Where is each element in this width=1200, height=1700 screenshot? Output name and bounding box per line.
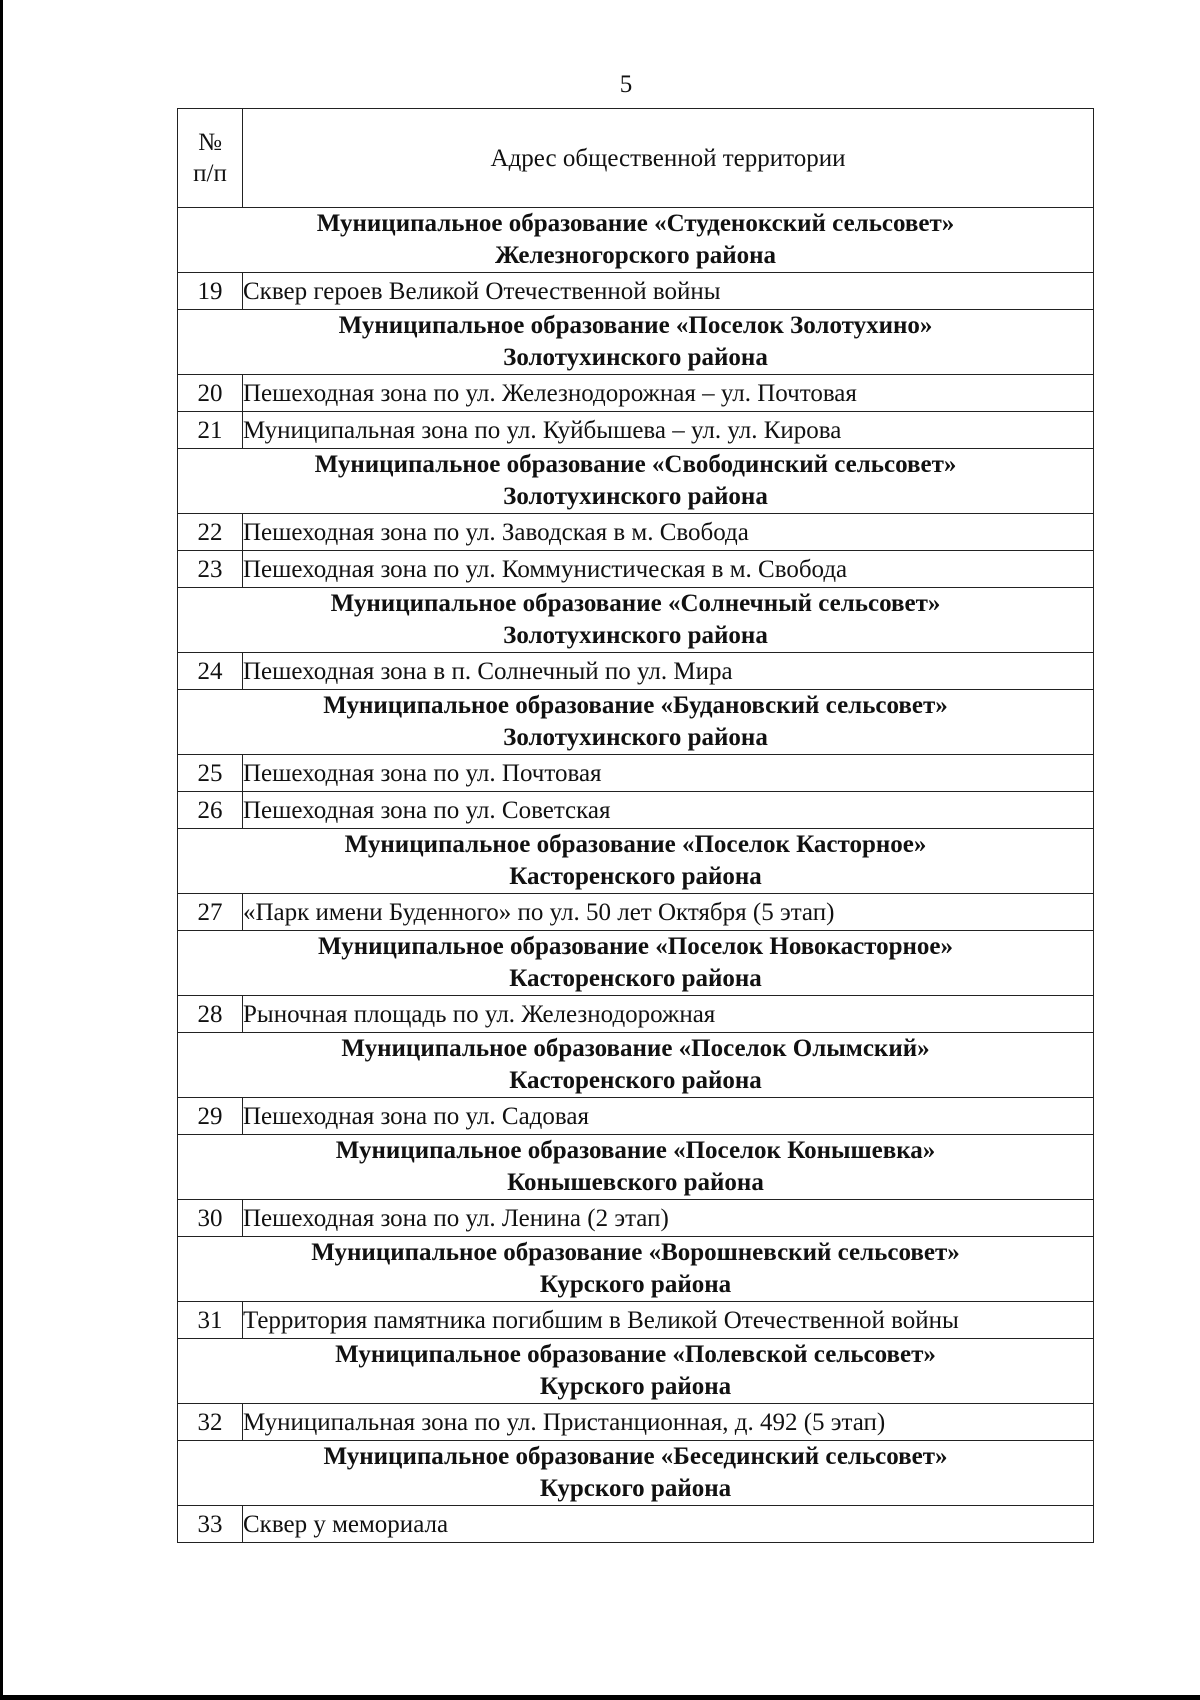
row-address: Рыночная площадь по ул. Железнодорожная <box>243 996 1094 1033</box>
group-header-cell <box>178 1441 1094 1506</box>
group-header-cell <box>178 1237 1094 1302</box>
table-row <box>178 514 1094 551</box>
district-subtitle: Касторенского района <box>509 1067 762 1094</box>
table-body <box>178 208 1094 1543</box>
row-number: 23 <box>178 551 243 588</box>
table-row <box>178 273 1094 310</box>
scan-edge-left <box>0 0 3 1700</box>
group-header-row <box>178 310 1094 375</box>
row-address: Муниципальная зона по ул. Куйбышева – ул. ул. Кирова <box>243 412 1094 449</box>
municipality-title: Муниципальное образование «Поселок Конышевка» <box>335 1137 936 1164</box>
row-number: 20 <box>178 375 243 412</box>
group-header-row <box>178 588 1094 653</box>
municipality-title: Муниципальное образование «Поселок Олымский» <box>341 1035 930 1062</box>
municipality-title: Муниципальное образование «Ворошневский сельсовет» <box>311 1239 960 1266</box>
header-address: Адрес общественной территории <box>243 109 1094 208</box>
header-number-symbol: № <box>198 129 222 156</box>
row-address: Пешеходная зона по ул. Заводская в м. Свобода <box>243 514 1094 551</box>
row-address: Пешеходная зона по ул. Почтовая <box>243 755 1094 792</box>
district-subtitle: Курского района <box>539 1271 732 1298</box>
district-subtitle: Золотухинского района <box>503 724 768 751</box>
municipality-title: Муниципальное образование «Поселок Новокасторное» <box>317 933 954 960</box>
row-number: 32 <box>178 1404 243 1441</box>
row-address: Территория памятника погибшим в Великой Отечественной войны <box>243 1302 1094 1339</box>
group-header-row <box>178 931 1094 996</box>
municipality-title: Муниципальное образование «Солнечный сельсовет» <box>330 590 941 617</box>
header-number-abbr: п/п <box>193 160 227 187</box>
row-number: 24 <box>178 653 243 690</box>
row-address: Пешеходная зона по ул. Садовая <box>243 1098 1094 1135</box>
table-row <box>178 792 1094 829</box>
row-address: Пешеходная зона в п. Солнечный по ул. Мира <box>243 653 1094 690</box>
row-number: 33 <box>178 1506 243 1543</box>
group-header-row <box>178 449 1094 514</box>
table-row <box>178 1200 1094 1237</box>
row-address: Пешеходная зона по ул. Ленина (2 этап) <box>243 1200 1094 1237</box>
district-subtitle: Касторенского района <box>509 863 762 890</box>
page-number: 5 <box>619 71 633 98</box>
row-number: 25 <box>178 755 243 792</box>
group-header-row <box>178 829 1094 894</box>
row-number: 22 <box>178 514 243 551</box>
group-header-row <box>178 208 1094 273</box>
group-header-row <box>178 1441 1094 1506</box>
row-address: Пешеходная зона по ул. Коммунистическая в м. Свобода <box>243 551 1094 588</box>
group-header-row <box>178 1033 1094 1098</box>
group-header-row <box>178 1339 1094 1404</box>
group-header-cell <box>178 449 1094 514</box>
row-address: Сквер героев Великой Отечественной войны <box>243 273 1094 310</box>
row-address: Пешеходная зона по ул. Советская <box>243 792 1094 829</box>
row-number: 26 <box>178 792 243 829</box>
municipality-title: Муниципальное образование «Будановский сельсовет» <box>323 692 948 719</box>
municipality-title: Муниципальное образование «Студенокский сельсовет» <box>316 210 955 237</box>
row-number: 19 <box>178 273 243 310</box>
group-header-cell <box>178 690 1094 755</box>
district-subtitle: Золотухинского района <box>503 483 768 510</box>
row-address: Сквер у мемориала <box>243 1506 1094 1543</box>
group-header-row <box>178 1237 1094 1302</box>
municipality-title: Муниципальное образование «Полевской сельсовет» <box>335 1341 936 1368</box>
table-header-row <box>178 109 1094 208</box>
row-number: 30 <box>178 1200 243 1237</box>
group-header-cell <box>178 310 1094 375</box>
table-row <box>178 412 1094 449</box>
district-subtitle: Курского района <box>539 1475 732 1502</box>
table-row <box>178 1404 1094 1441</box>
table-row <box>178 1302 1094 1339</box>
group-header-cell <box>178 1339 1094 1404</box>
district-subtitle: Золотухинского района <box>503 344 768 371</box>
group-header-cell <box>178 1033 1094 1098</box>
group-header-cell <box>178 829 1094 894</box>
group-header-row <box>178 690 1094 755</box>
header-number <box>178 109 243 208</box>
table-row <box>178 1098 1094 1135</box>
municipality-title: Муниципальное образование «Поселок Золотухино» <box>338 312 933 339</box>
group-header-row <box>178 1135 1094 1200</box>
scan-edge-bottom <box>0 1695 1200 1700</box>
group-header-cell <box>178 931 1094 996</box>
row-number: 27 <box>178 894 243 931</box>
district-subtitle: Курского района <box>539 1373 732 1400</box>
row-number: 29 <box>178 1098 243 1135</box>
district-subtitle: Золотухинского района <box>503 622 768 649</box>
table-row <box>178 653 1094 690</box>
table-row <box>178 1506 1094 1543</box>
row-number: 31 <box>178 1302 243 1339</box>
municipality-title: Муниципальное образование «Бесединский сельсовет» <box>323 1443 948 1470</box>
row-number: 21 <box>178 412 243 449</box>
municipality-title: Муниципальное образование «Поселок Касторное» <box>344 831 927 858</box>
row-address: Муниципальная зона по ул. Пристанционная, д. 492 (5 этап) <box>243 1404 1094 1441</box>
table-row <box>178 375 1094 412</box>
municipality-title: Муниципальное образование «Свободинский сельсовет» <box>314 451 957 478</box>
district-subtitle: Конышевского района <box>507 1169 764 1196</box>
table-row <box>178 996 1094 1033</box>
table-row <box>178 551 1094 588</box>
row-address: Пешеходная зона по ул. Железнодорожная – ул. Почтовая <box>243 375 1094 412</box>
table-row <box>178 755 1094 792</box>
row-number: 28 <box>178 996 243 1033</box>
district-subtitle: Железногорского района <box>494 242 777 269</box>
row-address: «Парк имени Буденного» по ул. 50 лет Октября (5 этап) <box>243 894 1094 931</box>
table-row <box>178 894 1094 931</box>
group-header-cell <box>178 588 1094 653</box>
territory-table <box>177 108 1094 1543</box>
group-header-cell <box>178 1135 1094 1200</box>
group-header-cell <box>178 208 1094 273</box>
district-subtitle: Касторенского района <box>509 965 762 992</box>
